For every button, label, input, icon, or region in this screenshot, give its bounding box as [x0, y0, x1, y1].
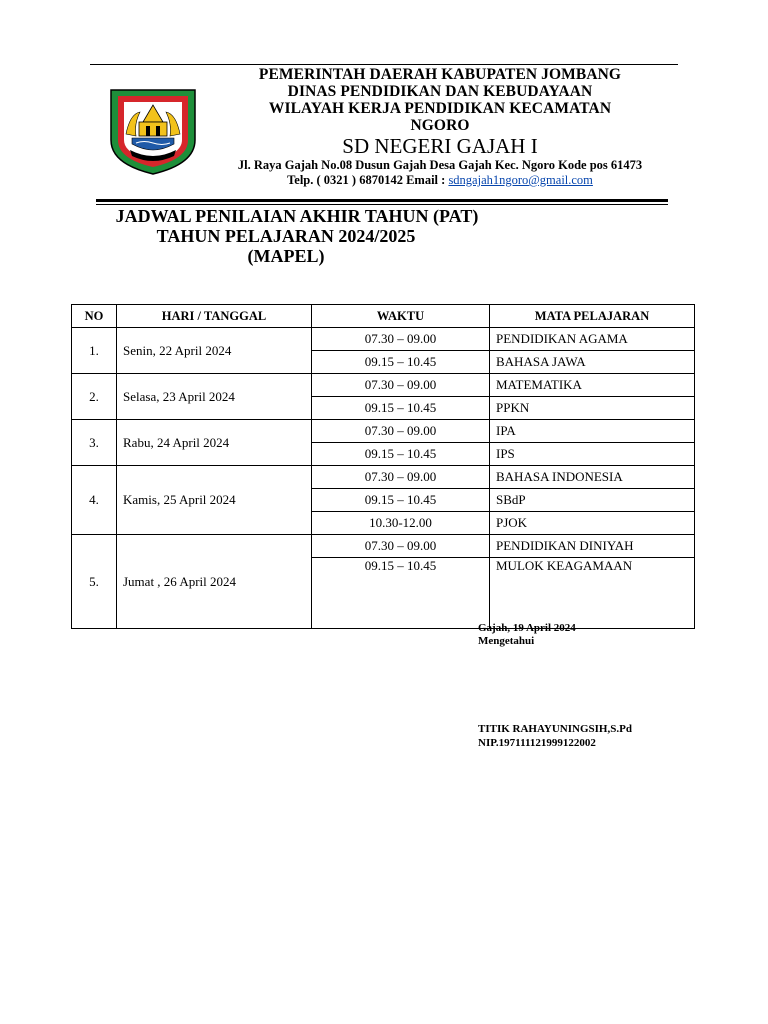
row-time: 07.30 – 09.00 — [312, 374, 490, 397]
table-row — [72, 374, 695, 397]
phone-text: Telp. ( 0321 ) 6870142 Email : — [287, 173, 449, 187]
row-subject: IPS — [490, 443, 695, 466]
row-day-date: Selasa, 23 April 2024 — [117, 374, 312, 420]
row-time: 07.30 – 09.00 — [312, 466, 490, 489]
header-day-date: HARI / TANGGAL — [117, 305, 312, 328]
row-time: 09.15 – 10.45 — [312, 443, 490, 466]
row-time: 07.30 – 09.00 — [312, 420, 490, 443]
row-time: 07.30 – 09.00 — [312, 535, 490, 558]
row-number: 2. — [72, 374, 117, 420]
row-number: 1. — [72, 328, 117, 374]
signatory-name: TITIK RAHAYUNINGSIH,S.Pd — [478, 723, 632, 735]
row-subject: PENDIDIKAN DINIYAH — [490, 535, 695, 558]
district-line: NGORO — [410, 117, 470, 134]
row-day-date: Jumat , 26 April 2024 — [117, 535, 312, 629]
table-header-row — [72, 305, 695, 328]
email-link[interactable]: sdngajah1ngoro@gmail.com — [448, 173, 593, 187]
row-day-date: Senin, 22 April 2024 — [117, 328, 312, 374]
title-line-1: JADWAL PENILAIAN AKHIR TAHUN (PAT) — [115, 206, 479, 226]
row-subject: BAHASA JAWA — [490, 351, 695, 374]
kabupaten-jombang-logo — [108, 88, 198, 176]
region-line: WILAYAH KERJA PENDIDIKAN KECAMATAN — [268, 100, 612, 117]
school-name: SD NEGERI GAJAH I — [342, 134, 538, 158]
row-subject: IPA — [490, 420, 695, 443]
place-date: Gajah, 19 April 2024 — [478, 622, 576, 634]
acknowledged-label: Mengetahui — [478, 635, 535, 647]
letterhead — [210, 66, 670, 188]
row-number: 3. — [72, 420, 117, 466]
exam-schedule-table — [71, 304, 695, 629]
table-row — [72, 328, 695, 351]
table-row — [72, 420, 695, 443]
row-time: 09.15 – 10.45 — [312, 558, 490, 581]
empty-cell — [312, 580, 490, 629]
row-time: 09.15 – 10.45 — [312, 351, 490, 374]
row-subject: BAHASA INDONESIA — [490, 466, 695, 489]
letterhead-thin-rule — [96, 204, 668, 205]
title-line-3: (MAPEL) — [247, 246, 325, 266]
row-subject: MATEMATIKA — [490, 374, 695, 397]
table-row — [72, 466, 695, 489]
title-line-2: TAHUN PELAJARAN 2024/2025 — [156, 226, 416, 246]
government-line: PEMERINTAH DAERAH KABUPATEN JOMBANG — [258, 66, 622, 83]
header-subject: MATA PELAJARAN — [490, 305, 695, 328]
row-number: 5. — [72, 535, 117, 629]
letterhead-thick-rule — [96, 199, 668, 202]
header-time: WAKTU — [312, 305, 490, 328]
row-subject: MULOK KEAGAMAAN — [490, 558, 695, 581]
row-time: 10.30-12.00 — [312, 512, 490, 535]
table-row — [72, 535, 695, 558]
contact-line — [210, 173, 670, 188]
school-address: Jl. Raya Gajah No.08 Dusun Gajah Desa Gajah Kec. Ngoro Kode pos 61473 — [237, 158, 643, 172]
row-day-date: Kamis, 25 April 2024 — [117, 466, 312, 535]
row-subject: PPKN — [490, 397, 695, 420]
row-time: 09.15 – 10.45 — [312, 397, 490, 420]
row-day-date: Rabu, 24 April 2024 — [117, 420, 312, 466]
table-body — [72, 328, 695, 629]
row-time: 07.30 – 09.00 — [312, 328, 490, 351]
department-line: DINAS PENDIDIKAN DAN KEBUDAYAAN — [287, 83, 593, 100]
header-no: NO — [72, 305, 117, 328]
header-top-rule — [90, 64, 678, 65]
signature-place-date-block — [478, 622, 576, 648]
row-subject: PENDIDIKAN AGAMA — [490, 328, 695, 351]
signatory-nip: NIP.197111121999122002 — [478, 737, 596, 749]
document-title — [100, 206, 668, 266]
row-number: 4. — [72, 466, 117, 535]
row-subject: PJOK — [490, 512, 695, 535]
row-subject: SBdP — [490, 489, 695, 512]
row-time: 09.15 – 10.45 — [312, 489, 490, 512]
signatory-block — [478, 722, 632, 750]
